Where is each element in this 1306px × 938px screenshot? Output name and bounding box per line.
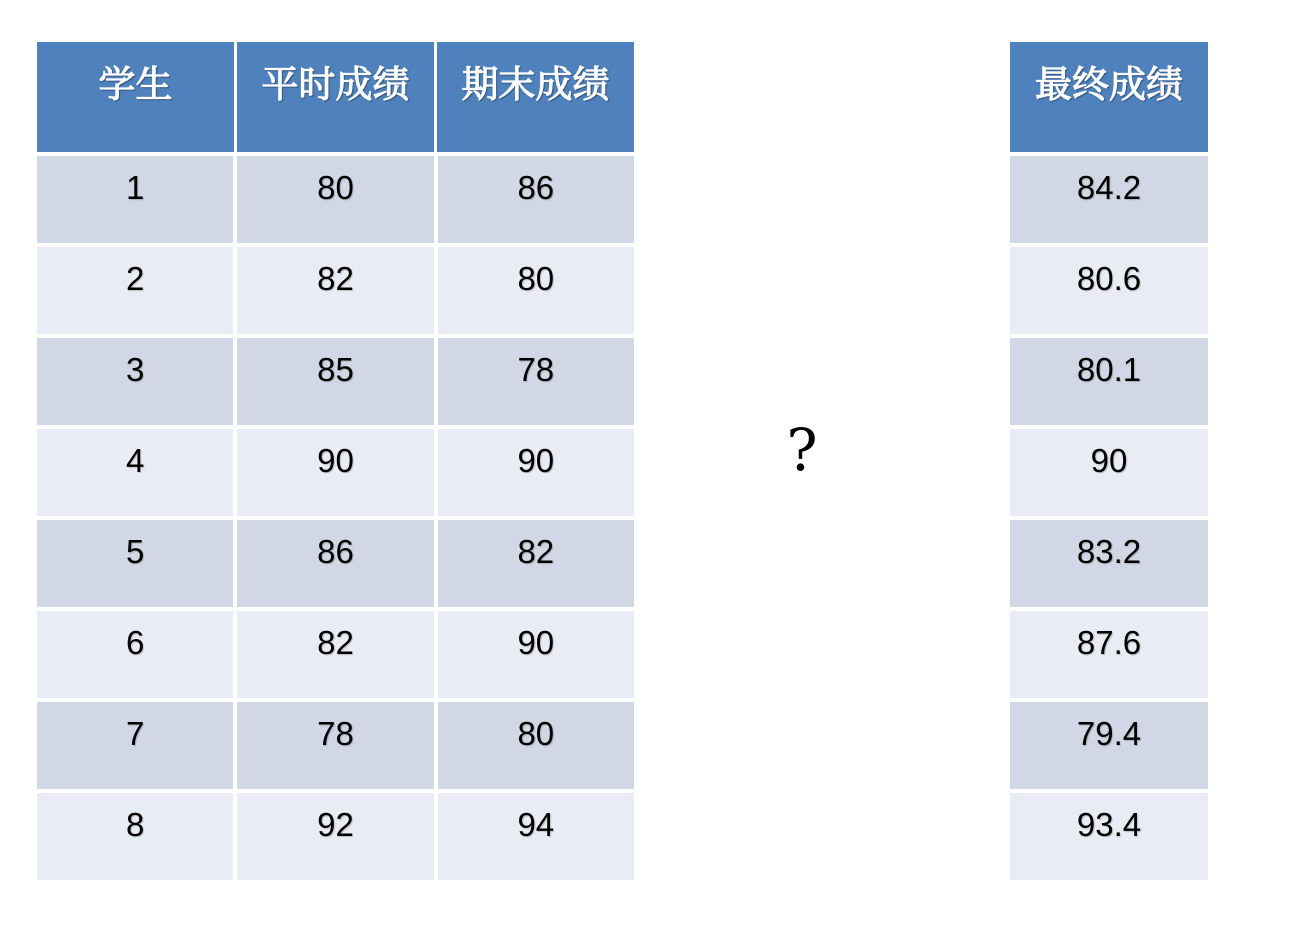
table-row (1010, 429, 1208, 516)
table-row (37, 247, 634, 334)
cell-final-score: 90 (1090, 442, 1128, 479)
table-row (1010, 702, 1208, 789)
cell-final-score: 79.4 (1076, 715, 1142, 752)
cell-final-score: 93.4 (1076, 806, 1142, 843)
cell-exam-score: 78 (434, 338, 634, 425)
cell-regular-score: 90 (233, 429, 433, 516)
cell-student: 6 (125, 624, 145, 661)
table-row (37, 520, 634, 607)
cell-student: 7 (125, 715, 145, 752)
cell-exam-score: 90 (434, 611, 634, 698)
table-row (37, 793, 634, 880)
cell-student: 1 (125, 169, 145, 206)
cell-student: 4 (125, 442, 145, 479)
cell-final-score: 87.6 (1076, 624, 1142, 661)
table-row (37, 702, 634, 789)
table-row (1010, 520, 1208, 607)
cell-exam-score: 90 (434, 429, 634, 516)
cell-regular-score: 78 (233, 702, 433, 789)
table-row (1010, 247, 1208, 334)
cell-regular-score: 82 (233, 611, 433, 698)
cell-student: 8 (125, 806, 145, 843)
cell-final-score: 80.6 (1076, 260, 1142, 297)
header-cell-regular-score: 平时成绩 (234, 42, 434, 152)
table-row (37, 338, 634, 425)
cell-final-score: 84.2 (1076, 169, 1142, 206)
cell-exam-score: 86 (434, 156, 634, 243)
cell-student: 2 (125, 260, 145, 297)
table-row (1010, 156, 1208, 243)
cell-student: 3 (125, 351, 145, 388)
cell-exam-score: 82 (434, 520, 634, 607)
students-table (37, 42, 634, 880)
header-cell-student: 学生 (98, 62, 173, 106)
cell-exam-score: 94 (434, 793, 634, 880)
cell-student: 5 (125, 533, 145, 570)
cell-regular-score: 80 (233, 156, 433, 243)
table-row (37, 156, 634, 243)
table-row (1010, 793, 1208, 880)
table-row (1010, 338, 1208, 425)
cell-regular-score: 82 (233, 247, 433, 334)
table-row (37, 429, 634, 516)
table-row (37, 611, 634, 698)
table-row (1010, 611, 1208, 698)
question-mark: ? (786, 416, 818, 484)
final-scores-table (1010, 42, 1208, 880)
cell-final-score: 83.2 (1076, 533, 1142, 570)
cell-final-score: 80.1 (1076, 351, 1142, 388)
students-table-header-row (37, 42, 634, 152)
cell-exam-score: 80 (434, 247, 634, 334)
cell-regular-score: 85 (233, 338, 433, 425)
cell-regular-score: 86 (233, 520, 433, 607)
final-scores-header-row (1010, 42, 1208, 152)
header-cell-final-score: 最终成绩 (1035, 62, 1183, 106)
cell-regular-score: 92 (233, 793, 433, 880)
cell-exam-score: 80 (434, 702, 634, 789)
header-cell-exam-score: 期末成绩 (434, 42, 634, 152)
